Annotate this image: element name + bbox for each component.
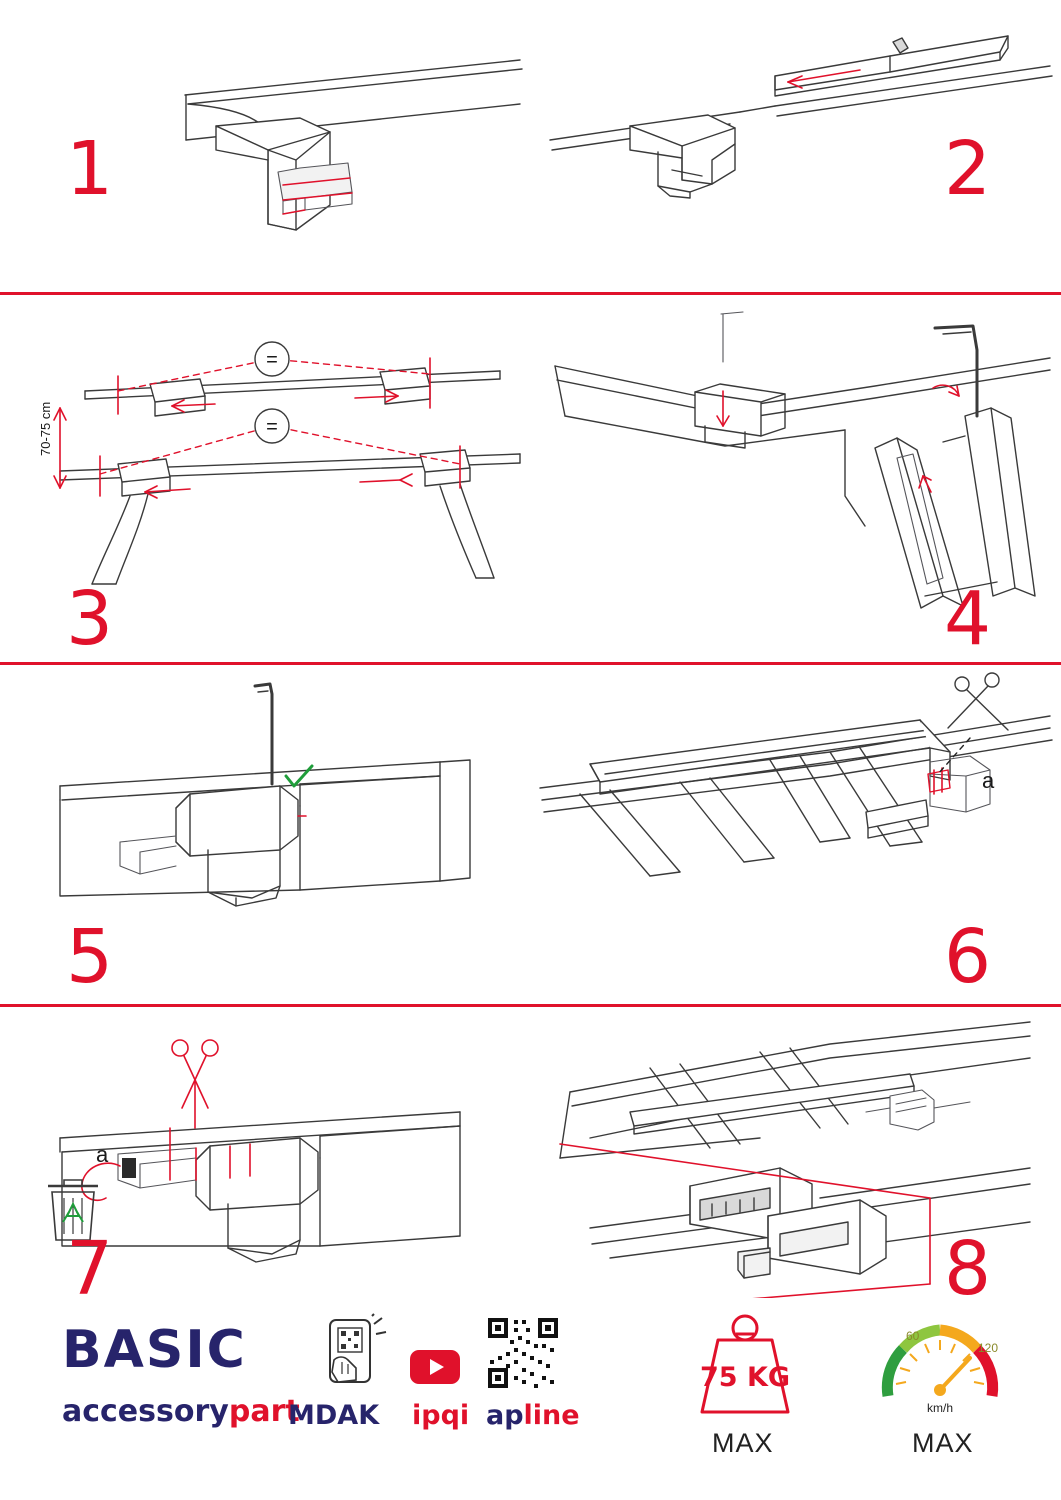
divider-row-3 — [0, 1004, 1061, 1007]
footer-branding — [0, 1300, 1061, 1500]
mdak-label: MDAK — [288, 1400, 380, 1431]
speed-limit-icon — [870, 1304, 1010, 1424]
phone-qr-scan-icon — [312, 1316, 400, 1396]
brand-title: BASIC — [62, 1320, 247, 1380]
cut-label-a-7: a — [96, 1142, 109, 1167]
ipqi-label: ipqi — [412, 1400, 470, 1431]
cut-label-a: a — [982, 768, 995, 793]
qr-code-icon — [486, 1316, 560, 1390]
equal-symbol-bottom: = — [266, 416, 278, 438]
brand-subtitle — [62, 1394, 300, 1429]
youtube-icon[interactable] — [408, 1346, 462, 1386]
brand-sub-first: accessory — [62, 1394, 229, 1429]
divider-row-1 — [0, 292, 1061, 295]
equal-symbol-top: = — [266, 349, 278, 371]
speed-unit: km/h — [926, 1401, 954, 1415]
speed-limit-label: MAX — [912, 1428, 974, 1458]
divider-row-2 — [0, 662, 1061, 665]
scissors-icon-7 — [172, 1040, 218, 1128]
step-5-number: 5 — [66, 914, 114, 1000]
step-6-number: 6 — [944, 914, 992, 1000]
step-4-number: 4 — [944, 576, 992, 662]
load-limit-icon — [680, 1304, 810, 1424]
load-limit-value: 75 KG — [699, 1362, 791, 1393]
speed-tick-60: 60 — [906, 1329, 920, 1343]
apline-label: apline — [486, 1400, 580, 1431]
step-7-number: 7 — [66, 1226, 114, 1312]
distance-label: 70-75 cm — [38, 401, 53, 456]
load-limit-label: MAX — [712, 1428, 774, 1458]
step-3-number: 3 — [66, 576, 114, 662]
speed-tick-120: 120 — [978, 1341, 999, 1355]
step-2-number: 2 — [944, 126, 992, 212]
scissors-icon — [948, 673, 1008, 730]
brand-sub-second: part — [228, 1394, 300, 1429]
step-1-number: 1 — [66, 126, 114, 212]
step-8-number: 8 — [944, 1226, 992, 1312]
